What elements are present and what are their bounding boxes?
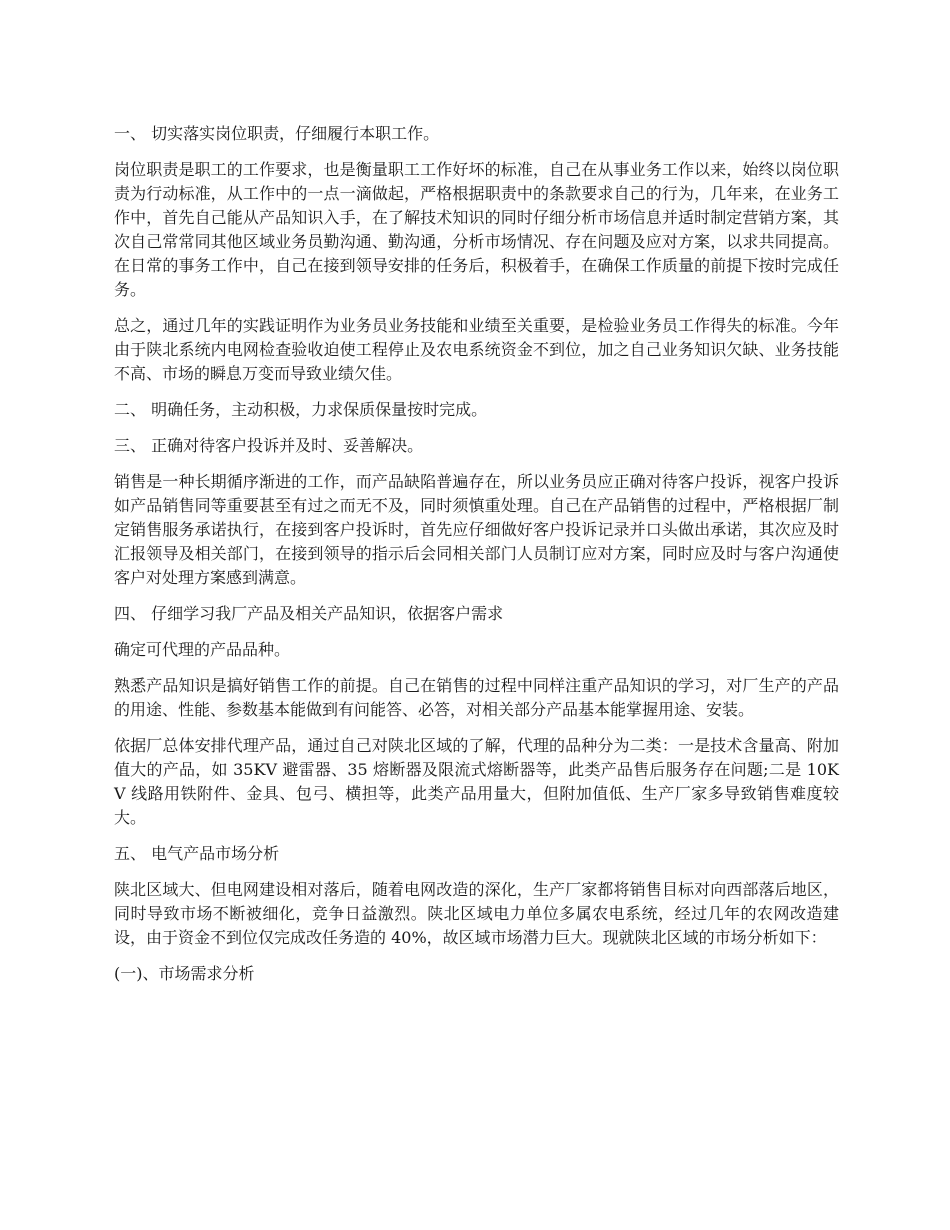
section-heading-1: 一、 切实落实岗位职责，仔细履行本职工作。	[114, 124, 440, 143]
section-heading-3: 三、 正确对待客户投诉并及时、妥善解决。	[114, 436, 424, 455]
body-paragraph: 确定可代理的产品品种。	[114, 640, 291, 659]
body-paragraph: 总之，通过几年的实践证明作为业务员业务技能和业绩至关重要，是检验业务员工作得失的标准。今年由于陕北系统内电网检查验收迫使工程停止及农电系统资金不到位，加之自己业务知识欠缺、业务技能不高、市场的瞬息万变而导致业绩欠佳。	[114, 316, 839, 383]
body-paragraph: 岗位职责是职工的工作要求，也是衡量职工工作好坏的标准，自己在从事业务工作以来，始终以岗位职责为行动标准，从工作中的一点一滴做起，严格根据职责中的条款要求自己的行为，几年来，在业务工作中，首先自己能从产品知识入手，在了解技术知识的同时仔细分析市场信息并适时制定营销方案，其次自己常常同其他区域业务员勤沟通、勤沟通，分析市场情况、存在问题及应对方案，以求共同提高。在日常的事务工作中，自己在接到领导安排的任务后，积极着手，在确保工作质量的前提下按时完成任务。	[114, 160, 839, 299]
body-paragraph: 熟悉产品知识是搞好销售工作的前提。自己在销售的过程中同样注重产品知识的学习，对厂生产的产品的用途、性能、参数基本能做到有问能答、必答，对相关部分产品基本能掌握用途、安装。	[114, 676, 839, 719]
section-heading-2: 二、 明确任务，主动积极，力求保质保量按时完成。	[114, 400, 488, 419]
document-page	[114, 122, 839, 998]
body-paragraph: 销售是一种长期循序渐进的工作，而产品缺陷普遍存在，所以业务员应正确对待客户投诉，视客户投诉如产品销售同等重要甚至有过之而无不及，同时须慎重处理。自己在产品销售的过程中，严格根据厂制定销售服务承诺执行，在接到客户投诉时，首先应仔细做好客户投诉记录并口头做出承诺，其次应及时汇报领导及相关部门，在接到领导的指示后会同相关部门人员制订应对方案，同时应及时与客户沟通使客户对处理方案感到满意。	[114, 472, 839, 587]
body-paragraph: 依据厂总体安排代理产品，通过自己对陕北区域的了解，代理的品种分为二类：一是技术含量高、附加值大的产品，如 35KV 避雷器、35 熔断器及限流式熔断器等，此类产品售后服务存在问题;二是 10KV 线路用铁附件、金具、包弓、横担等，此类产品用量大，但附加值低、生产厂家多导致销售难度较大。	[114, 736, 839, 827]
section-heading-4: 四、 仔细学习我厂产品及相关产品知识，依据客户需求	[114, 604, 504, 623]
body-paragraph: 陕北区域大、但电网建设相对落后，随着电网改造的深化，生产厂家都将销售目标对向西部落后地区，同时导致市场不断被细化，竞争日益激烈。陕北区域电力单位多属农电系统，经过几年的农网改造建设，由于资金不到位仅完成改任务造的 40%，故区域市场潜力巨大。现就陕北区域的市场分析如下：	[114, 880, 839, 947]
section-heading-5: 五、 电气产品市场分析	[114, 844, 280, 863]
subsection-heading: (一)、市场需求分析	[114, 964, 255, 983]
